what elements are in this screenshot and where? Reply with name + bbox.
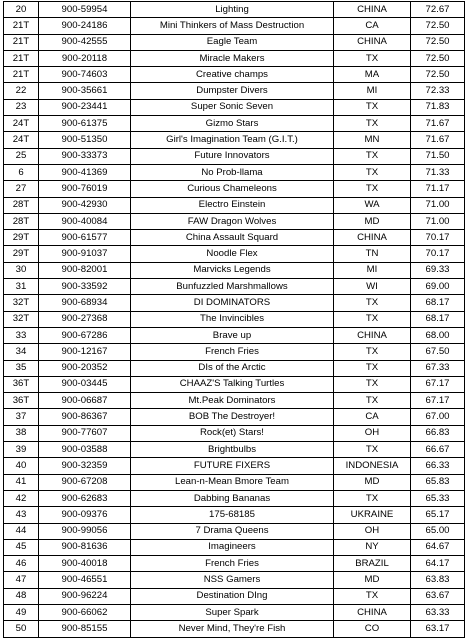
team-name-cell: Bunfuzzled Marshmallows (131, 279, 334, 295)
team-id-cell: 900-96224 (39, 588, 131, 604)
rank-cell: 21T (4, 34, 39, 50)
team-name-cell: Gizmo Stars (131, 116, 334, 132)
rank-cell: 46 (4, 556, 39, 572)
location-cell: TX (334, 181, 411, 197)
rank-cell: 35 (4, 360, 39, 376)
team-id-cell: 900-46551 (39, 572, 131, 588)
score-cell: 68.17 (411, 295, 465, 311)
team-id-cell: 900-33373 (39, 148, 131, 164)
score-cell: 67.33 (411, 360, 465, 376)
team-name-cell: Miracle Makers (131, 50, 334, 66)
team-id-cell: 900-99056 (39, 523, 131, 539)
rank-cell: 36T (4, 376, 39, 392)
team-id-cell: 900-67286 (39, 327, 131, 343)
rank-cell: 39 (4, 442, 39, 458)
location-cell: CHINA (334, 34, 411, 50)
rank-cell: 42 (4, 490, 39, 506)
team-id-cell: 900-03445 (39, 376, 131, 392)
score-cell: 72.50 (411, 18, 465, 34)
team-name-cell: Brave up (131, 327, 334, 343)
score-cell: 72.50 (411, 67, 465, 83)
table-row (4, 181, 465, 197)
rank-cell: 34 (4, 344, 39, 360)
team-id-cell: 900-42555 (39, 34, 131, 50)
location-cell: TX (334, 148, 411, 164)
team-id-cell: 900-09376 (39, 507, 131, 523)
team-name-cell: FUTURE FIXERS (131, 458, 334, 474)
team-name-cell: Mini Thinkers of Mass Destruction (131, 18, 334, 34)
location-cell: CHINA (334, 604, 411, 620)
score-cell: 71.67 (411, 132, 465, 148)
rank-cell: 44 (4, 523, 39, 539)
team-id-cell: 900-35661 (39, 83, 131, 99)
rank-cell: 33 (4, 327, 39, 343)
table-row (4, 262, 465, 278)
team-id-cell: 900-32359 (39, 458, 131, 474)
rank-cell: 48 (4, 588, 39, 604)
team-id-cell: 900-06687 (39, 393, 131, 409)
rank-cell: 38 (4, 425, 39, 441)
team-name-cell: No Prob-llama (131, 164, 334, 180)
score-cell: 65.00 (411, 523, 465, 539)
rank-cell: 32T (4, 311, 39, 327)
table-row (4, 18, 465, 34)
rank-cell: 27 (4, 181, 39, 197)
score-cell: 67.00 (411, 409, 465, 425)
score-cell: 63.67 (411, 588, 465, 604)
team-id-cell: 900-82001 (39, 262, 131, 278)
team-id-cell: 900-20352 (39, 360, 131, 376)
rank-cell: 50 (4, 621, 39, 637)
team-id-cell: 900-77607 (39, 425, 131, 441)
team-id-cell: 900-33592 (39, 279, 131, 295)
table-row (4, 197, 465, 213)
rank-cell: 20 (4, 2, 39, 18)
score-cell: 68.17 (411, 311, 465, 327)
location-cell: MA (334, 67, 411, 83)
results-sheet (3, 1, 464, 638)
rank-cell: 40 (4, 458, 39, 474)
team-name-cell: China Assault Squard (131, 230, 334, 246)
table-row (4, 327, 465, 343)
table-row (4, 572, 465, 588)
location-cell: TN (334, 246, 411, 262)
team-id-cell: 900-12167 (39, 344, 131, 360)
score-cell: 71.67 (411, 116, 465, 132)
team-id-cell: 900-41369 (39, 164, 131, 180)
team-name-cell: 7 Drama Queens (131, 523, 334, 539)
table-row (4, 164, 465, 180)
location-cell: NY (334, 539, 411, 555)
table-row (4, 2, 465, 18)
team-name-cell: Eagle Team (131, 34, 334, 50)
team-id-cell: 900-61375 (39, 116, 131, 132)
location-cell: CHINA (334, 327, 411, 343)
rank-cell: 32T (4, 295, 39, 311)
table-row (4, 279, 465, 295)
team-id-cell: 900-27368 (39, 311, 131, 327)
team-id-cell: 900-59954 (39, 2, 131, 18)
rank-cell: 24T (4, 116, 39, 132)
team-name-cell: Dumpster Divers (131, 83, 334, 99)
table-row (4, 295, 465, 311)
location-cell: TX (334, 376, 411, 392)
score-cell: 70.17 (411, 230, 465, 246)
score-cell: 71.00 (411, 197, 465, 213)
location-cell: TX (334, 99, 411, 115)
score-cell: 63.17 (411, 621, 465, 637)
location-cell: OH (334, 425, 411, 441)
team-name-cell: Brightbulbs (131, 442, 334, 458)
score-cell: 63.33 (411, 604, 465, 620)
table-row (4, 67, 465, 83)
rank-cell: 28T (4, 197, 39, 213)
team-name-cell: Girl's Imagination Team (G.I.T.) (131, 132, 334, 148)
location-cell: MD (334, 213, 411, 229)
location-cell: INDONESIA (334, 458, 411, 474)
rank-cell: 37 (4, 409, 39, 425)
location-cell: TX (334, 295, 411, 311)
team-name-cell: Destination DIng (131, 588, 334, 604)
score-cell: 72.50 (411, 50, 465, 66)
team-name-cell: Never Mind, They're Fish (131, 621, 334, 637)
table-row (4, 490, 465, 506)
score-cell: 72.33 (411, 83, 465, 99)
rank-cell: 43 (4, 507, 39, 523)
rank-cell: 36T (4, 393, 39, 409)
location-cell: TX (334, 490, 411, 506)
team-name-cell: Rock(et) Stars! (131, 425, 334, 441)
team-name-cell: Noodle Flex (131, 246, 334, 262)
team-name-cell: Super Spark (131, 604, 334, 620)
team-name-cell: Mt.Peak Dominators (131, 393, 334, 409)
score-cell: 69.00 (411, 279, 465, 295)
table-row (4, 311, 465, 327)
table-row (4, 425, 465, 441)
table-row (4, 132, 465, 148)
team-id-cell: 900-61577 (39, 230, 131, 246)
score-cell: 66.33 (411, 458, 465, 474)
team-id-cell: 900-62683 (39, 490, 131, 506)
results-table (3, 1, 465, 638)
location-cell: UKRAINE (334, 507, 411, 523)
table-row (4, 246, 465, 262)
team-name-cell: 175-68185 (131, 507, 334, 523)
location-cell: MD (334, 572, 411, 588)
location-cell: MI (334, 83, 411, 99)
rank-cell: 6 (4, 164, 39, 180)
table-row (4, 393, 465, 409)
score-cell: 67.50 (411, 344, 465, 360)
table-row (4, 604, 465, 620)
team-name-cell: Lighting (131, 2, 334, 18)
team-id-cell: 900-85155 (39, 621, 131, 637)
score-cell: 65.83 (411, 474, 465, 490)
score-cell: 71.33 (411, 164, 465, 180)
table-row (4, 99, 465, 115)
table-row (4, 148, 465, 164)
team-id-cell: 900-81636 (39, 539, 131, 555)
team-name-cell: Electro Einstein (131, 197, 334, 213)
location-cell: TX (334, 360, 411, 376)
rank-cell: 29T (4, 230, 39, 246)
team-name-cell: Future Innovators (131, 148, 334, 164)
rank-cell: 21T (4, 18, 39, 34)
rank-cell: 29T (4, 246, 39, 262)
location-cell: TX (334, 344, 411, 360)
team-id-cell: 900-74603 (39, 67, 131, 83)
score-cell: 64.67 (411, 539, 465, 555)
table-row (4, 213, 465, 229)
location-cell: TX (334, 164, 411, 180)
score-cell: 70.17 (411, 246, 465, 262)
score-cell: 67.17 (411, 393, 465, 409)
team-id-cell: 900-86367 (39, 409, 131, 425)
location-cell: WI (334, 279, 411, 295)
score-cell: 71.83 (411, 99, 465, 115)
location-cell: TX (334, 116, 411, 132)
score-cell: 64.17 (411, 556, 465, 572)
team-name-cell: FAW Dragon Wolves (131, 213, 334, 229)
rank-cell: 28T (4, 213, 39, 229)
location-cell: TX (334, 393, 411, 409)
table-row (4, 34, 465, 50)
rank-cell: 25 (4, 148, 39, 164)
team-name-cell: Imagineers (131, 539, 334, 555)
rank-cell: 31 (4, 279, 39, 295)
team-name-cell: Super Sonic Seven (131, 99, 334, 115)
results-table-body (4, 2, 465, 638)
team-name-cell: DI DOMINATORS (131, 295, 334, 311)
table-row (4, 409, 465, 425)
score-cell: 72.50 (411, 34, 465, 50)
location-cell: TX (334, 311, 411, 327)
team-name-cell: Creative champs (131, 67, 334, 83)
rank-cell: 23 (4, 99, 39, 115)
score-cell: 71.50 (411, 148, 465, 164)
location-cell: CO (334, 621, 411, 637)
table-row (4, 621, 465, 637)
score-cell: 71.17 (411, 181, 465, 197)
team-id-cell: 900-24186 (39, 18, 131, 34)
location-cell: MI (334, 262, 411, 278)
rank-cell: 49 (4, 604, 39, 620)
table-row (4, 344, 465, 360)
team-id-cell: 900-76019 (39, 181, 131, 197)
location-cell: MD (334, 474, 411, 490)
rank-cell: 24T (4, 132, 39, 148)
table-row (4, 539, 465, 555)
score-cell: 65.17 (411, 507, 465, 523)
team-id-cell: 900-67208 (39, 474, 131, 490)
table-row (4, 376, 465, 392)
team-name-cell: BOB The Destroyer! (131, 409, 334, 425)
team-name-cell: Marvicks Legends (131, 262, 334, 278)
team-name-cell: The Invincibles (131, 311, 334, 327)
score-cell: 68.00 (411, 327, 465, 343)
location-cell: WA (334, 197, 411, 213)
rank-cell: 47 (4, 572, 39, 588)
team-name-cell: Lean-n-Mean Bmore Team (131, 474, 334, 490)
team-id-cell: 900-42930 (39, 197, 131, 213)
rank-cell: 41 (4, 474, 39, 490)
table-row (4, 458, 465, 474)
table-row (4, 50, 465, 66)
team-name-cell: French Fries (131, 556, 334, 572)
team-name-cell: CHAAZ'S Talking Turtles (131, 376, 334, 392)
score-cell: 67.17 (411, 376, 465, 392)
rank-cell: 21T (4, 50, 39, 66)
location-cell: BRAZIL (334, 556, 411, 572)
rank-cell: 45 (4, 539, 39, 555)
table-row (4, 230, 465, 246)
rank-cell: 21T (4, 67, 39, 83)
team-id-cell: 900-68934 (39, 295, 131, 311)
location-cell: MN (334, 132, 411, 148)
team-name-cell: French Fries (131, 344, 334, 360)
team-id-cell: 900-03588 (39, 442, 131, 458)
score-cell: 63.83 (411, 572, 465, 588)
rank-cell: 30 (4, 262, 39, 278)
rank-cell: 22 (4, 83, 39, 99)
team-name-cell: Dabbing Bananas (131, 490, 334, 506)
team-id-cell: 900-23441 (39, 99, 131, 115)
team-id-cell: 900-51350 (39, 132, 131, 148)
location-cell: TX (334, 442, 411, 458)
location-cell: CHINA (334, 230, 411, 246)
score-cell: 71.00 (411, 213, 465, 229)
score-cell: 65.33 (411, 490, 465, 506)
table-row (4, 507, 465, 523)
table-row (4, 588, 465, 604)
team-id-cell: 900-91037 (39, 246, 131, 262)
table-row (4, 116, 465, 132)
score-cell: 72.67 (411, 2, 465, 18)
score-cell: 69.33 (411, 262, 465, 278)
location-cell: TX (334, 50, 411, 66)
team-name-cell: DIs of the Arctic (131, 360, 334, 376)
location-cell: TX (334, 588, 411, 604)
table-row (4, 83, 465, 99)
location-cell: CA (334, 409, 411, 425)
location-cell: CHINA (334, 2, 411, 18)
location-cell: CA (334, 18, 411, 34)
team-id-cell: 900-40084 (39, 213, 131, 229)
table-row (4, 442, 465, 458)
table-row (4, 474, 465, 490)
table-row (4, 360, 465, 376)
team-name-cell: Curious Chameleons (131, 181, 334, 197)
table-row (4, 556, 465, 572)
team-id-cell: 900-20118 (39, 50, 131, 66)
team-name-cell: NSS Gamers (131, 572, 334, 588)
location-cell: OH (334, 523, 411, 539)
team-id-cell: 900-40018 (39, 556, 131, 572)
score-cell: 66.67 (411, 442, 465, 458)
table-row (4, 523, 465, 539)
team-id-cell: 900-66062 (39, 604, 131, 620)
score-cell: 66.83 (411, 425, 465, 441)
